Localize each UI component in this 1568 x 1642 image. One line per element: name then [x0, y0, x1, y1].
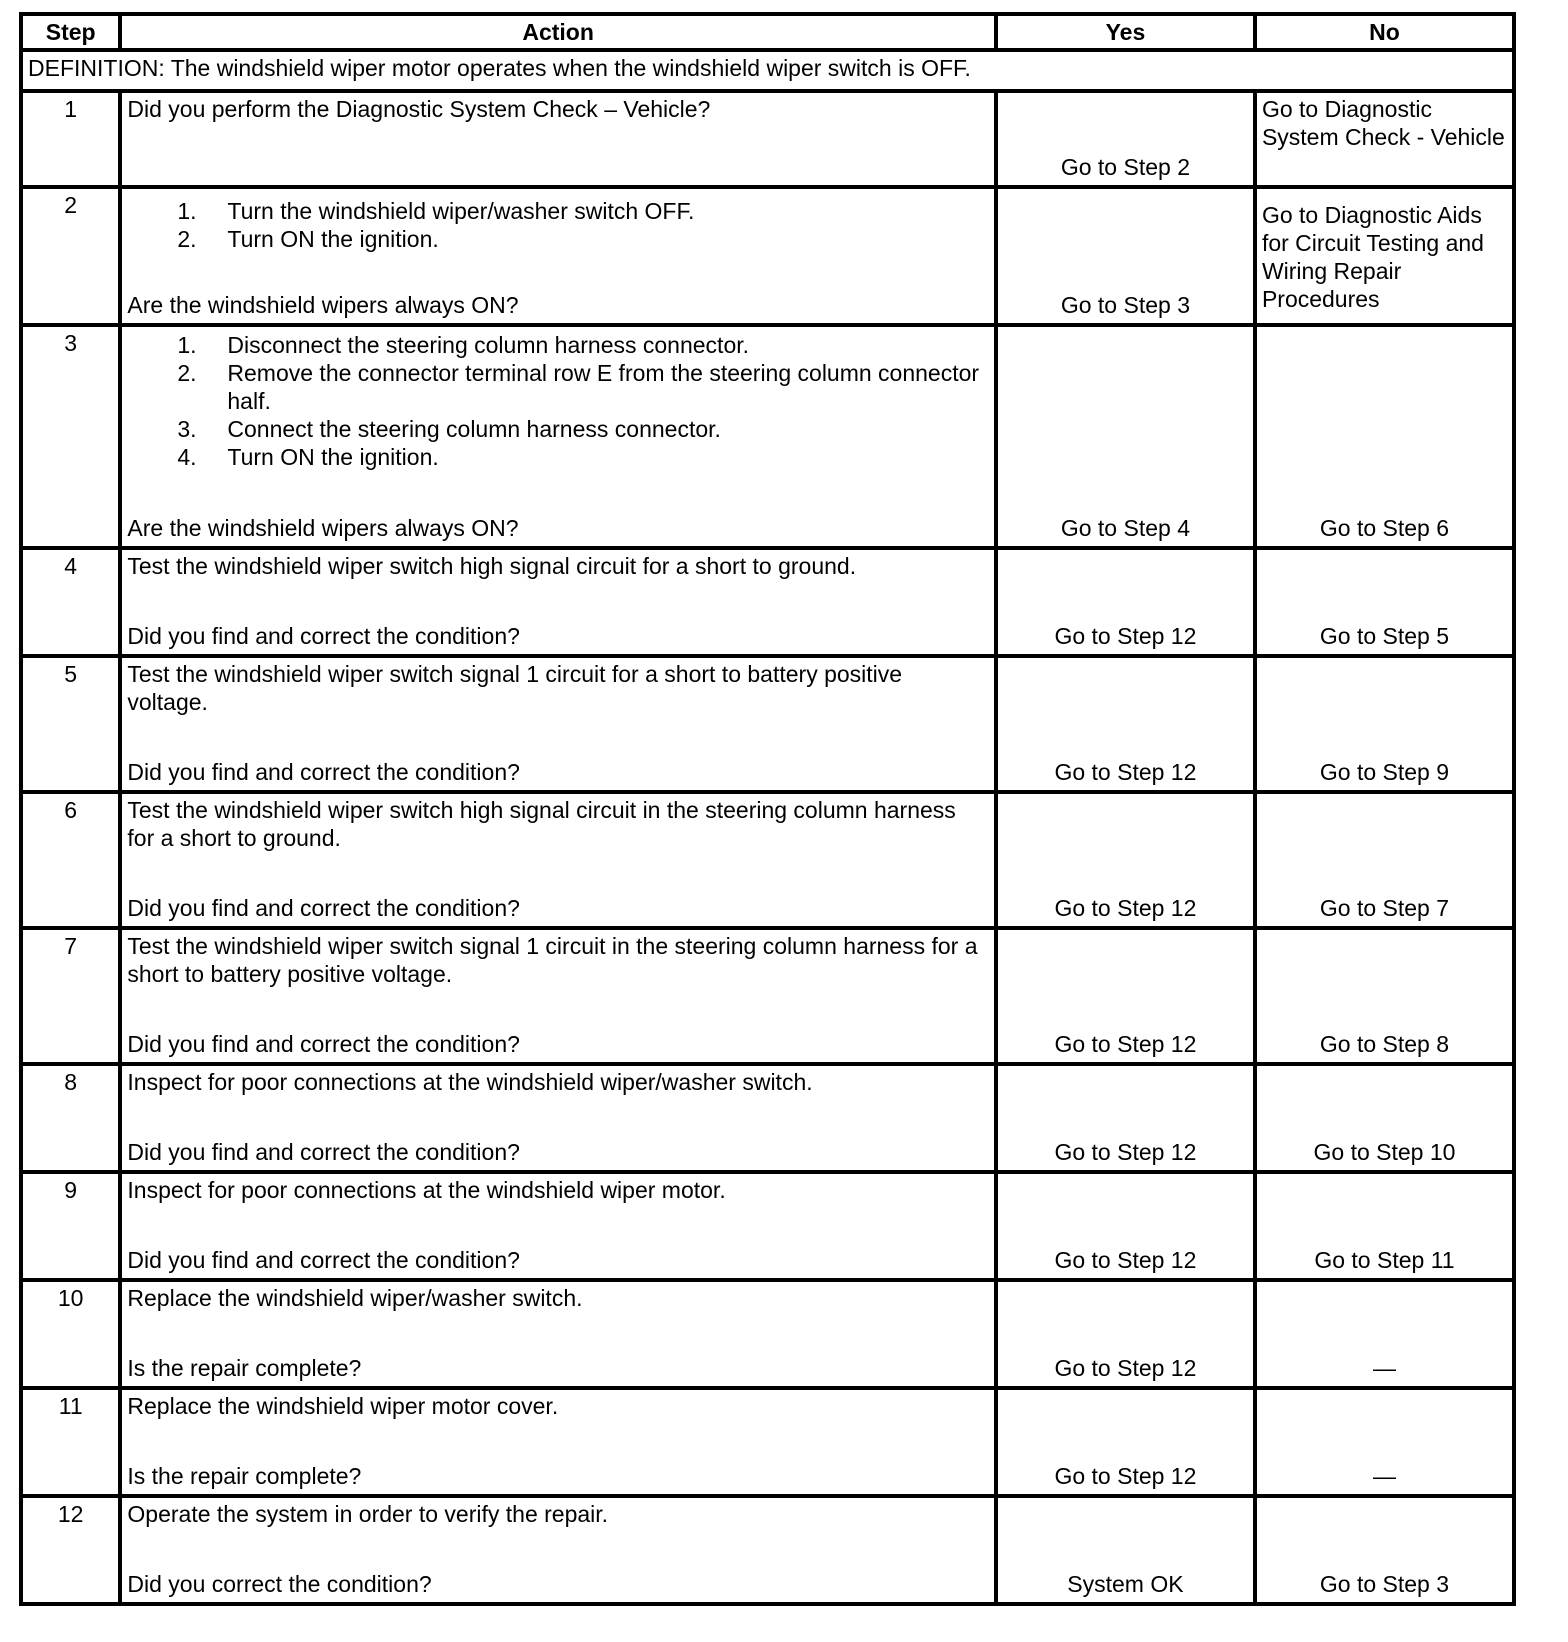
action-text: Test the windshield wiper switch signal 1 circuit for a short to battery positive voltage.: [127, 661, 903, 715]
action-text: Replace the windshield wiper/washer switch.: [127, 1285, 583, 1311]
yes-result: Go to Step 12: [1054, 895, 1197, 921]
no-result: Go to Step 5: [1319, 623, 1450, 649]
no-cell: [1255, 792, 1514, 928]
no-cell: [1255, 548, 1514, 656]
no-cell: [1255, 1064, 1514, 1172]
action-question: Did you find and correct the condition?: [127, 1139, 520, 1165]
action-question: Did you find and correct the condition?: [127, 1247, 520, 1273]
table-row: [21, 656, 1514, 792]
no-cell: [1255, 1172, 1514, 1280]
step-number: 6: [21, 792, 120, 928]
list-item: 4. Turn ON the ignition.: [177, 444, 439, 470]
action-question: Did you correct the condition?: [127, 1571, 432, 1597]
action-text: Inspect for poor connections at the windshield wiper/washer switch.: [127, 1069, 813, 1095]
action-cell: [120, 792, 996, 928]
table-row: [21, 187, 1514, 325]
no-cell: [1255, 1496, 1514, 1604]
no-result: Go to Step 3: [1319, 1571, 1450, 1597]
yes-cell: [996, 1172, 1255, 1280]
yes-result: Go to Step 12: [1054, 759, 1197, 785]
no-result: Go to Step 7: [1319, 895, 1450, 921]
action-list: [127, 197, 989, 253]
action-cell: [120, 1172, 996, 1280]
header-row: [21, 14, 1514, 50]
step-number: 4: [21, 548, 120, 656]
action-question: Did you find and correct the condition?: [127, 895, 520, 921]
action-cell: [120, 1496, 996, 1604]
no-result: Go to Step 11: [1314, 1247, 1455, 1273]
action-text: Operate the system in order to verify the repair.: [127, 1501, 609, 1527]
header-yes: Yes: [996, 14, 1255, 50]
step-number: 1: [21, 91, 120, 187]
yes-cell: [996, 1064, 1255, 1172]
action-question: Are the windshield wipers always ON?: [127, 515, 519, 541]
table-row: [21, 1172, 1514, 1280]
yes-cell: [996, 1388, 1255, 1496]
action-cell: [120, 656, 996, 792]
step-number: 5: [21, 656, 120, 792]
yes-result: Go to Step 2: [1060, 154, 1190, 180]
yes-cell: [996, 1280, 1255, 1388]
step-number: 8: [21, 1064, 120, 1172]
action-question: Did you find and correct the condition?: [127, 759, 520, 785]
header-step: Step: [21, 14, 120, 50]
step-number: 12: [21, 1496, 120, 1604]
step-number: 2: [21, 187, 120, 325]
action-text: Replace the windshield wiper motor cover.: [127, 1393, 559, 1419]
action-question: Did you find and correct the condition?: [127, 623, 520, 649]
yes-result: Go to Step 4: [1060, 515, 1190, 541]
no-result: Go to Diagnostic Aids for Circuit Testing and Wiring Repair Procedures: [1255, 187, 1514, 325]
yes-cell: [996, 187, 1255, 325]
table-row: [21, 1496, 1514, 1604]
yes-cell: [996, 548, 1255, 656]
no-cell: [1255, 656, 1514, 792]
yes-cell: [996, 91, 1255, 187]
yes-result: Go to Step 12: [1054, 1031, 1197, 1057]
no-result: Go to Step 6: [1319, 515, 1450, 541]
no-cell: [1255, 325, 1514, 548]
no-result: —: [1372, 1463, 1396, 1489]
yes-cell: [996, 656, 1255, 792]
list-item: 1. Disconnect the steering column harness connector.: [177, 332, 750, 358]
action-cell: [120, 928, 996, 1064]
action-text: Test the windshield wiper switch high signal circuit for a short to ground.: [127, 553, 857, 579]
table-row: [21, 1388, 1514, 1496]
table-row: [21, 548, 1514, 656]
action-question: Did you find and correct the condition?: [127, 1031, 520, 1057]
no-cell: [1255, 1280, 1514, 1388]
table-row: [21, 91, 1514, 187]
action-question: Is the repair complete?: [127, 1355, 362, 1381]
yes-result: System OK: [1067, 1571, 1184, 1597]
step-number: 3: [21, 325, 120, 548]
table-row: [21, 928, 1514, 1064]
header-action: Action: [120, 14, 996, 50]
step-number: 11: [21, 1388, 120, 1496]
yes-cell: [996, 1496, 1255, 1604]
action-text: Test the windshield wiper switch signal 1 circuit in the steering column harness for a short to battery positive voltage.: [127, 933, 978, 987]
table-row: [21, 792, 1514, 928]
step-number: 9: [21, 1172, 120, 1280]
action-list: [127, 331, 989, 471]
list-item: 3. Connect the steering column harness connector.: [177, 416, 721, 442]
no-result: Go to Step 9: [1319, 759, 1450, 785]
table-row: [21, 1064, 1514, 1172]
no-cell: [1255, 1388, 1514, 1496]
action-question: Are the windshield wipers always ON?: [127, 292, 519, 318]
header-no: No: [1255, 14, 1514, 50]
table-row: [21, 325, 1514, 548]
action-cell: [120, 1280, 996, 1388]
no-cell: [1255, 928, 1514, 1064]
step-number: 7: [21, 928, 120, 1064]
table-row: [21, 1280, 1514, 1388]
yes-cell: [996, 792, 1255, 928]
action-cell: [120, 1064, 996, 1172]
action-text: Inspect for poor connections at the windshield wiper motor.: [127, 1177, 726, 1203]
definition-row: [21, 50, 1514, 91]
yes-result: Go to Step 12: [1054, 1139, 1197, 1165]
action-cell: [120, 325, 996, 548]
list-item: 2. Turn ON the ignition.: [177, 226, 439, 252]
step-number: 10: [21, 1280, 120, 1388]
action-cell: [120, 187, 996, 325]
action-question: Is the repair complete?: [127, 1463, 362, 1489]
no-result: Go to Step 10: [1313, 1139, 1456, 1165]
action-cell: [120, 1388, 996, 1496]
diagnostic-table: [19, 12, 1516, 1606]
action-text: Did you perform the Diagnostic System Check – Vehicle?: [120, 91, 996, 187]
yes-result: Go to Step 3: [1060, 292, 1190, 318]
yes-result: Go to Step 12: [1054, 1355, 1197, 1381]
no-result: —: [1372, 1355, 1396, 1381]
list-item: 2. Remove the connector terminal row E from the steering column connector half.: [177, 360, 980, 414]
yes-cell: [996, 325, 1255, 548]
no-result: Go to Diagnostic System Check - Vehicle: [1255, 91, 1514, 187]
list-item: 1. Turn the windshield wiper/washer switch OFF.: [177, 198, 695, 224]
yes-cell: [996, 928, 1255, 1064]
action-cell: [120, 548, 996, 656]
yes-result: Go to Step 12: [1054, 1463, 1197, 1489]
definition-text: DEFINITION: The windshield wiper motor operates when the windshield wiper switch is OFF.: [21, 50, 1514, 91]
action-text: Test the windshield wiper switch high signal circuit in the steering column harness for a short to ground.: [127, 797, 956, 851]
yes-result: Go to Step 12: [1054, 623, 1197, 649]
yes-result: Go to Step 12: [1054, 1247, 1197, 1273]
no-result: Go to Step 8: [1319, 1031, 1450, 1057]
